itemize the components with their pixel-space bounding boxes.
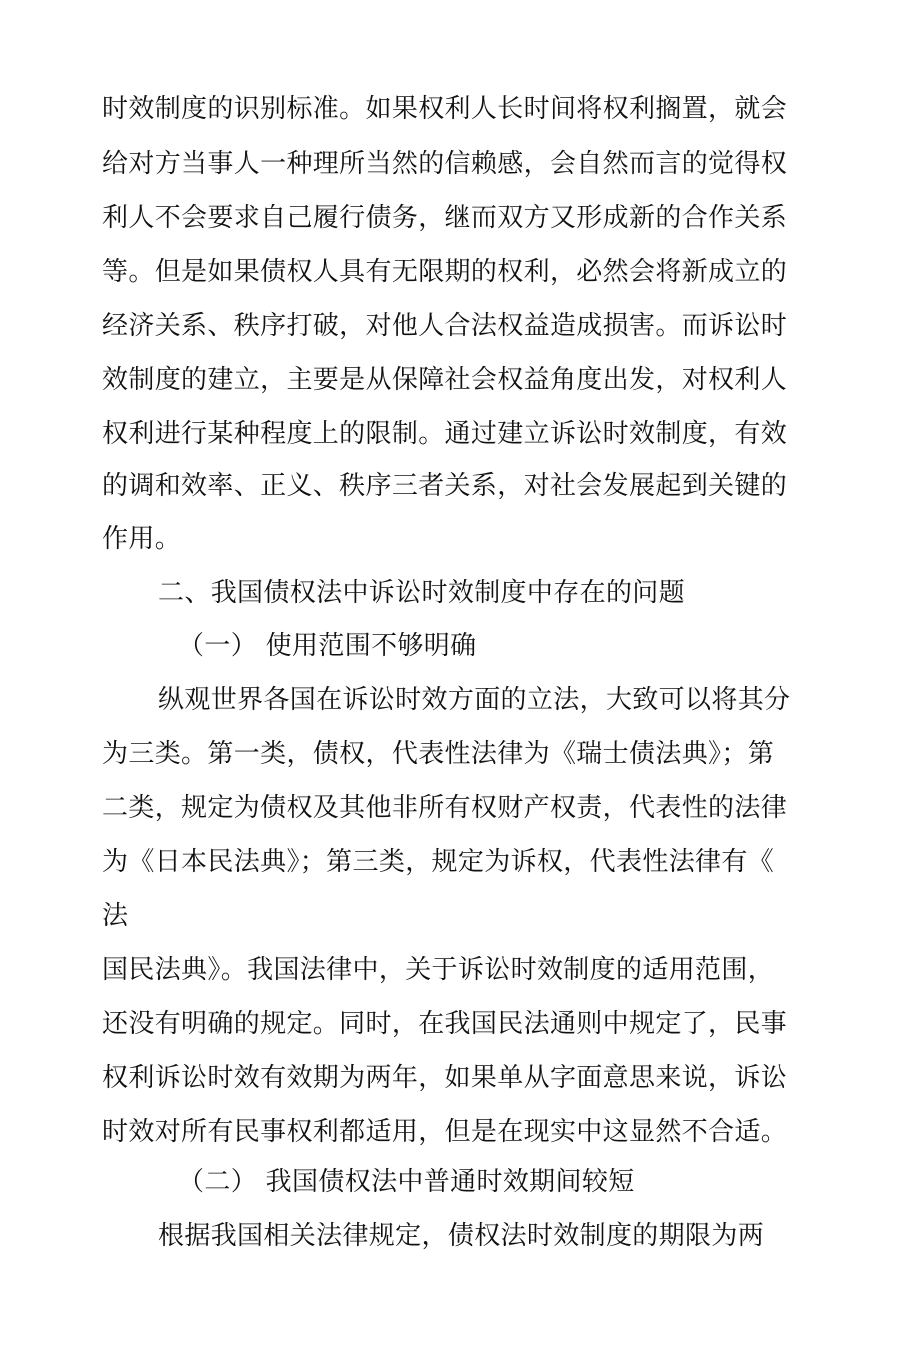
paragraph-line: 时效制度的识别标准。如果权利人长时间将权利搁置，就会	[102, 94, 788, 124]
paragraph-line: 经济关系、秩序打破，对他人合法权益造成损害。而诉讼时	[102, 311, 788, 341]
paragraph-line: 时效对所有民事权利都适用，但是在现实中这显然不合适。	[102, 1117, 788, 1147]
paragraph-line: 权利进行某种程度上的限制。通过建立诉讼时效制度，有效	[102, 419, 788, 449]
paragraph-line: 作用。	[102, 524, 182, 554]
paragraph-line: 给对方当事人一种理所当然的信赖感，会自然而言的觉得权	[102, 149, 788, 179]
paragraph-line: 的调和效率、正义、秩序三者关系，对社会发展起到关键的	[102, 471, 788, 501]
subsection-heading: （二） 我国债权法中普通时效期间较短	[178, 1167, 635, 1197]
paragraph-line: 利人不会要求自己履行债务，继而双方又形成新的合作关系	[102, 203, 788, 233]
paragraph-line: 纵观世界各国在诉讼时效方面的立法，大致可以将其分	[158, 685, 791, 715]
paragraph-line: 还没有明确的规定。同时，在我国民法通则中规定了，民事	[102, 1009, 788, 1039]
paragraph-line: 二类，规定为债权及其他非所有权财产权责，代表性的法律	[102, 793, 788, 823]
paragraph-line: 为三类。第一类，债权，代表性法律为《瑞士债法典》；第	[102, 739, 775, 769]
paragraph-line: 根据我国相关法律规定，债权法时效制度的期限为两	[158, 1221, 765, 1251]
paragraph-line: 法	[102, 901, 129, 931]
paragraph-line: 效制度的建立，主要是从保障社会权益角度出发，对权利人	[102, 365, 788, 395]
paragraph-line: 权利诉讼时效有效期为两年，如果单从字面意思来说，诉讼	[102, 1063, 788, 1093]
paragraph-line: 等。但是如果债权人具有无限期的权利，必然会将新成立的	[102, 257, 788, 287]
subsection-heading: （一） 使用范围不够明确	[178, 631, 477, 661]
section-heading: 二、我国债权法中诉讼时效制度中存在的问题	[158, 578, 686, 608]
paragraph-line: 为《日本民法典》；第三类，规定为诉权，代表性法律有《	[102, 847, 775, 877]
paragraph-line: 国民法典》。我国法律中，关于诉讼时效制度的适用范围，	[102, 955, 775, 985]
